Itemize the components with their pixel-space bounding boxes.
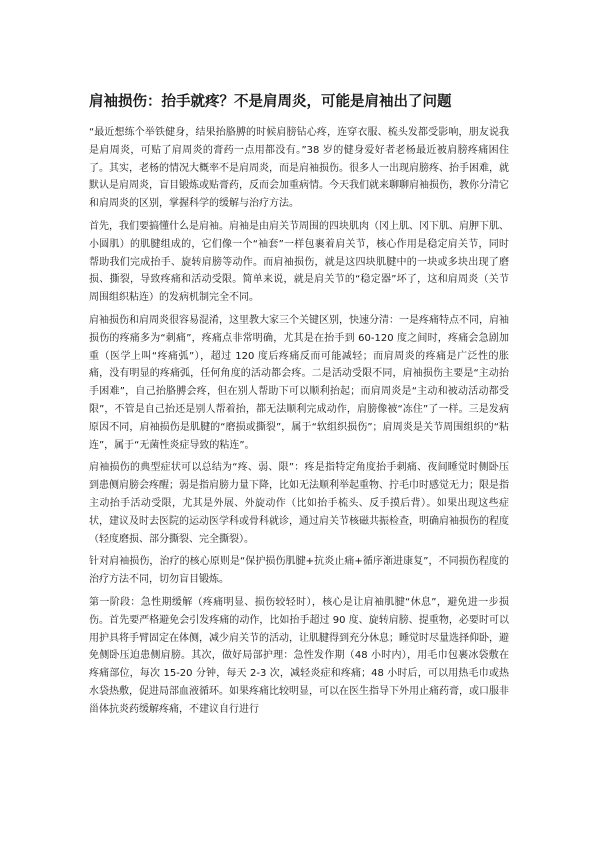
article-paragraph-6: 第一阶段：急性期缓解（疼痛明显、损伤较轻时），核心是让肩袖肌腱“休息”，避免进一步损伤。首先要严格避免会引发疼痛的动作，比如抬手超过 90 度、旋转肩膀、提重物，必要时可以用护具将手臂固定在体侧，减少肩关节的活动，让肌腱得到充分休息；睡觉时尽量选择仰卧，避免侧卧压迫患侧肩膀。其次，做好局部护理：急性发作期（48 小时内），用毛巾包裹冰袋敷在疼痛部位，每次 15-20 分钟，每天 2-3 次，减轻炎症和疼痛；48 小时后，可以用热毛巾或热水袋热敷，促进局部血液循环。如果疼痛比较明显，可以在医生指导下外用止痛药膏，或口服非甾体抗炎药缓解疼痛，不建议自行进行	[89, 596, 509, 715]
article-paragraph-3: 肩袖损伤和肩周炎很容易混淆，这里教大家三个关键区别，快速分清：一是疼痛特点不同，肩袖损伤的疼痛多为“刺痛”，疼痛点非常明确，尤其是在抬手到 60-120 度之间时，疼痛会急剧加重（医学上叫“疼痛弧”），超过 120 度后疼痛反而可能减轻；而肩周炎的疼痛是广泛性的胀痛，没有明显的疼痛弧，任何角度的活动都会疼。二是活动受限不同，肩袖损伤主要是“主动抬手困难”，自己抬胳膊会疼，但在别人帮助下可以顺利抬起；而肩周炎是“主动和被动活动都受限”，不管是自己抬还是别人帮着抬，都无法顺利完成动作，肩膀像被“冻住”了一样。三是发病原因不同，肩袖损伤是肌腱的“磨损或撕裂”，属于“软组织损伤”；肩周炎是关节周围组织的“粘连”，属于“无菌性炎症导致的粘连”。	[89, 314, 509, 451]
article-paragraph-5: 针对肩袖损伤，治疗的核心原则是“保护损伤肌腱+抗炎止痛+循序渐进康复”，不同损伤程度的治疗方法不同，切勿盲目锻炼。	[89, 556, 509, 586]
article-paragraph-2: 首先，我们要搞懂什么是肩袖。肩袖是由肩关节周围的四块肌肉（冈上肌、冈下肌、肩胛下肌、小圆肌）的肌腱组成的，它们像一个“袖套”一样包裹着肩关节，核心作用是稳定肩关节，同时帮助我们完成抬手、旋转肩膀等动作。而肩袖损伤，就是这四块肌腱中的一块或多块出现了磨损、撕裂，导致疼痛和活动受限。简单来说，就是肩关节的“稳定器”坏了，这和肩周炎（关节周围组织粘连）的发病机制完全不同。	[89, 220, 509, 304]
article	[89, 92, 509, 724]
article-title: 肩袖损伤：抬手就疼？不是肩周炎，可能是肩袖出了问题	[89, 94, 452, 110]
article-paragraph-1: “最近想练个举铁健身，结果抬胳膊的时候肩膀钻心疼，连穿衣服、梳头发都受影响，朋友说我是肩周炎，可贴了肩周炎的膏药一点用都没有。”38 岁的健身爱好者老杨最近被肩膀疼痛困住了。其实，老杨的情况大概率不是肩周炎，而是肩袖损伤。很多人一出现肩膀疼、抬手困难，就默认是肩周炎，盲目锻炼或贴膏药，反而会加重病情。今天我们就来聊聊肩袖损伤，教你分清它和肩周炎的区别，掌握科学的缓解与治疗方法。	[89, 127, 509, 210]
article-paragraph-4: 肩袖损伤的典型症状可以总结为“疼、弱、限”：疼是指特定角度抬手刺痛、夜间睡觉时侧卧压到患侧肩膀会疼醒；弱是指肩膀力量下降，比如无法顺利举起重物、拧毛巾时感觉无力；限是指主动抬手活动受限，尤其是外展、外旋动作（比如抬手梳头、反手摸后背）。如果出现这些症状，建议及时去医院的运动医学科或骨科就诊，通过肩关节核磁共振检查，明确肩袖损伤的程度（轻度磨损、部分撕裂、完全撕裂）。	[89, 462, 509, 545]
